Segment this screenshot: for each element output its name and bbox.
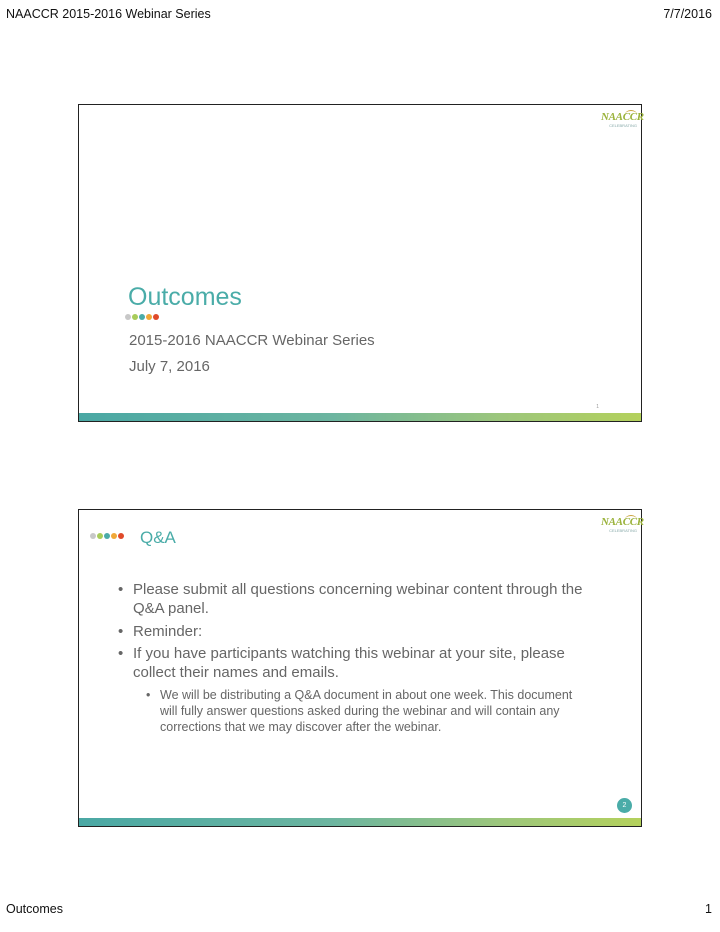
dot-icon <box>118 533 124 539</box>
decorative-dots <box>90 533 124 539</box>
dot-icon <box>132 314 138 320</box>
footer-section-title: Outcomes <box>6 902 63 916</box>
bullet-item <box>118 644 603 682</box>
sub-bullet-text: We will be distributing a Q&A document in about one week. This document will fully answer questions asked during the webinar and will contain any corrections that we may discover after the webinar. <box>160 688 573 734</box>
bullet-text: Reminder: <box>133 623 203 640</box>
dot-icon <box>125 314 131 320</box>
dot-icon <box>153 314 159 320</box>
bullet-text: If you have participants watching this webinar at your site, please collect their names and emails. <box>133 645 565 681</box>
logo-subtext: CELEBRATING <box>609 528 637 533</box>
logo-swoosh-icon <box>625 515 637 524</box>
slide-1-title: Outcomes <box>128 283 242 311</box>
dot-icon <box>146 314 152 320</box>
bullet-item <box>118 580 603 618</box>
decorative-dots <box>125 314 159 320</box>
dot-icon <box>111 533 117 539</box>
slide-2-title: Q&A <box>140 528 176 547</box>
logo-text: NAACCR <box>601 111 644 123</box>
dot-icon <box>139 314 145 320</box>
logo-subtext: CELEBRATING <box>609 123 637 128</box>
slide-2 <box>78 509 642 827</box>
color-band <box>79 413 641 421</box>
dot-icon <box>90 533 96 539</box>
slide-1 <box>78 104 642 422</box>
bullet-icon: • <box>118 623 124 640</box>
header-series-title: NAACCR 2015-2016 Webinar Series <box>6 7 211 21</box>
dot-icon <box>97 533 103 539</box>
slide-number-badge: 2 <box>617 798 632 813</box>
slide-1-date: July 7, 2016 <box>129 358 210 375</box>
color-band <box>79 818 641 826</box>
sub-bullet-item <box>146 687 590 735</box>
slide-1-subtitle: 2015-2016 NAACCR Webinar Series <box>129 332 375 349</box>
logo-swoosh-icon <box>625 110 637 119</box>
bullet-item <box>118 622 603 641</box>
dot-icon <box>104 533 110 539</box>
bullet-icon: • <box>118 645 124 662</box>
slide-number: 1 <box>596 404 599 410</box>
logo-text: NAACCR <box>601 516 644 528</box>
header-date: 7/7/2016 <box>663 7 712 21</box>
bullet-icon: • <box>118 581 124 598</box>
naaccr-logo <box>601 111 644 133</box>
bullet-icon: • <box>146 688 151 702</box>
footer-page-number: 1 <box>705 902 712 916</box>
naaccr-logo <box>601 516 644 538</box>
bullet-text: Please submit all questions concerning webinar content through the Q&A panel. <box>133 581 583 617</box>
